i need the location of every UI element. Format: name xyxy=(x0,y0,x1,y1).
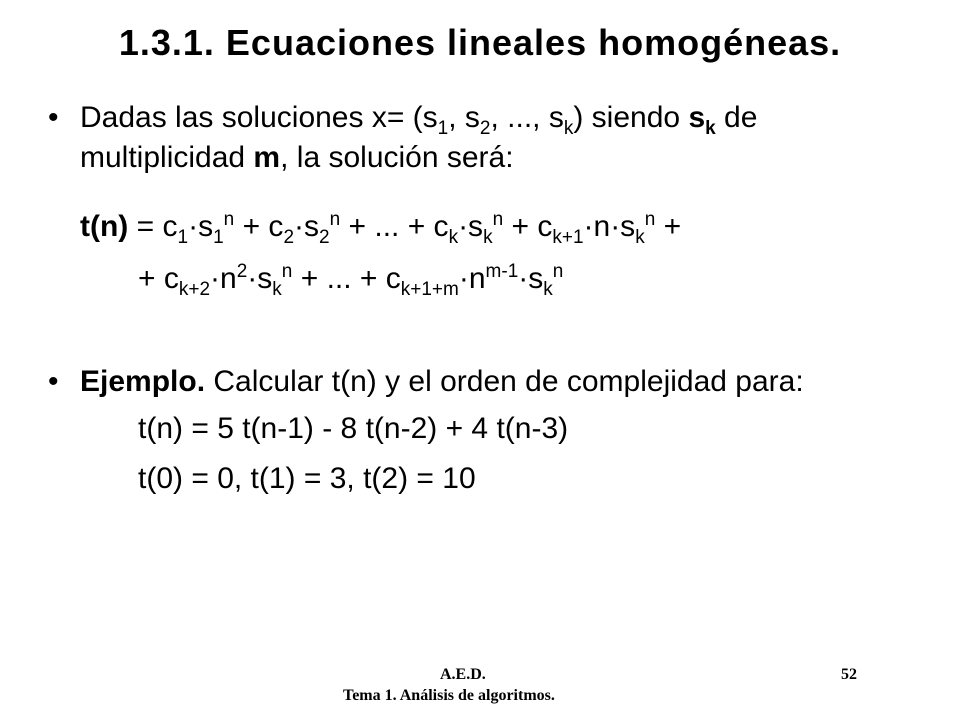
footer-topic: Tema 1. Análisis de algoritmos. xyxy=(343,687,555,704)
example-initial-conditions: t(0) = 0, t(1) = 3, t(2) = 10 xyxy=(138,462,476,495)
bullet-example-text: Ejemplo. Calcular t(n) y el orden de complejidad para: xyxy=(80,365,804,398)
bullet-solutions xyxy=(48,98,928,178)
example-recurrence: t(n) = 5 t(n-1) - 8 t(n-2) + 4 t(n-3) xyxy=(138,412,569,445)
footer-course: A.E.D. xyxy=(440,666,486,683)
bullet-example xyxy=(48,362,928,402)
bullet-solutions-text xyxy=(80,98,928,178)
formula-line-2: + $c_{k+2}\cdot n^2\cdot s_k^n$ + ... + $c_{k+1+m}\cdot n^{m-1}\cdot s_k^n$ xyxy=(138,261,564,300)
slide-title: 1.3.1. Ecuaciones lineales homogéneas. xyxy=(118,22,842,63)
footer-page-number: 52 xyxy=(841,666,857,683)
bullet-marker: • xyxy=(48,365,59,398)
bullet-marker: • xyxy=(48,101,59,134)
bullet-solutions-line-2: multiplicidad m, la solución será: xyxy=(80,141,514,174)
bullet-solutions-line-1: Dadas las soluciones $x= (s_1$, $s_2$, ..., $s_k$) siendo $s_k$ de xyxy=(80,101,758,139)
formula-line-1: $t(n) = c_1\cdot s_1^n + c_2\cdot s_2^n$ + ... + $c_k\cdot s_k^n + c_{k+1}\cdot n\cdot s_k^n$ + xyxy=(80,209,682,248)
